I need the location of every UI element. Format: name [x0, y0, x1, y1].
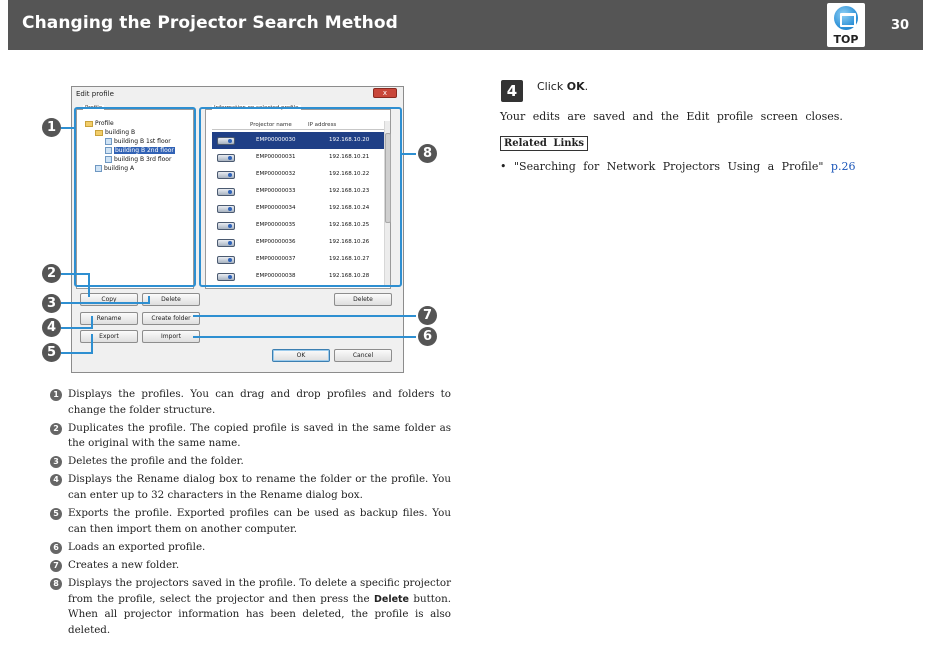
description-item: [50, 454, 451, 470]
projector-row[interactable]: EMP00000031 192.168.10.21: [212, 149, 384, 166]
projector-row[interactable]: EMP00000033 192.168.10.23: [212, 183, 384, 200]
callout-number-7: 7: [418, 306, 437, 325]
description-text: Deletes the profile and the folder.: [68, 455, 244, 468]
info-pane-label: Information on selected profile: [214, 105, 299, 111]
related-link-page[interactable]: p.26: [830, 160, 856, 173]
profile-pane-label: Profile: [85, 105, 103, 111]
projector-icon: [217, 205, 235, 213]
description-number: 7: [50, 560, 62, 572]
profile-icon: [105, 147, 112, 154]
header-bar: [8, 0, 923, 50]
create-folder-button[interactable]: Create folder: [142, 312, 200, 325]
description-number: 6: [50, 542, 62, 554]
profile-icon: [105, 138, 112, 145]
projector-icon: [217, 273, 235, 281]
description-text: Displays the Rename dialog box to rename the folder or the profile. You can enter up to 32 characters in the Rename dialog box.: [68, 473, 451, 502]
projector-row[interactable]: EMP00000037 192.168.10.27: [212, 251, 384, 268]
callout-number-2: 2: [42, 264, 61, 283]
step-suffix: .: [584, 80, 589, 93]
description-text: Displays the profiles. You can drag and drop profiles and folders to change the folder structure.: [68, 388, 451, 416]
callout-number-5: 5: [42, 343, 61, 362]
description-item: [50, 387, 451, 418]
projector-info-pane: [205, 105, 391, 289]
projector-row[interactable]: EMP00000038 192.168.10.28: [212, 268, 384, 285]
tree-item-folder[interactable]: building B: [95, 129, 135, 136]
scrollbar-thumb[interactable]: [385, 133, 391, 223]
description-text: Duplicates the profile. The copied profile is saved in the same folder as the original with the same name.: [68, 421, 451, 450]
copy-button[interactable]: Copy: [80, 293, 138, 306]
cancel-button[interactable]: Cancel: [334, 349, 392, 362]
description-item: [50, 558, 451, 574]
top-button[interactable]: [827, 3, 865, 47]
step-number-badge: 4: [501, 80, 523, 102]
projector-row[interactable]: EMP00000034 192.168.10.24: [212, 200, 384, 217]
projector-row[interactable]: EMP00000035 192.168.10.25: [212, 217, 384, 234]
dialog-title: Edit profile: [76, 90, 114, 98]
description-text: Loads an exported profile.: [68, 540, 206, 553]
profile-icon: [95, 165, 102, 172]
step-prefix: Click: [537, 80, 567, 93]
callout-number-8: 8: [418, 144, 437, 163]
delete-projector-button[interactable]: Delete: [334, 293, 392, 306]
column-header-name[interactable]: Projector name: [250, 122, 292, 128]
projector-list-scrollbar[interactable]: [384, 121, 390, 287]
description-text: Displays the projectors saved in the profile. To delete a specific projector from the profile, select the projector and then press the: [68, 576, 451, 605]
profile-icon: [105, 156, 112, 163]
related-link-text: "Searching for Network Projectors Using a Profile": [514, 160, 824, 173]
column-header-ip[interactable]: IP address: [308, 122, 337, 128]
home-globe-icon: [834, 6, 858, 30]
projector-list-header: [212, 121, 384, 130]
folder-icon: [95, 130, 103, 136]
tree-item-profile[interactable]: building B 3rd floor: [105, 156, 171, 163]
projector-icon: [217, 256, 235, 264]
tree-item-folder[interactable]: building A: [95, 165, 134, 172]
projector-icon: [217, 171, 235, 179]
description-item: [50, 472, 451, 503]
projector-icon: [217, 239, 235, 247]
projector-icon: [217, 137, 235, 145]
callout-number-6: 6: [418, 327, 437, 346]
step-description: Your edits are saved and the Edit profile screen closes.: [500, 110, 843, 123]
edit-profile-dialog: [71, 86, 404, 373]
rename-button[interactable]: Rename: [80, 312, 138, 325]
projector-icon: [217, 188, 235, 196]
profile-tree-pane: [76, 105, 194, 289]
export-button[interactable]: Export: [80, 330, 138, 343]
description-text: Exports the profile. Exported profiles can be used as backup files. You can then import them on another computer.: [68, 507, 451, 535]
description-text: Creates a new folder.: [68, 558, 180, 571]
tree-item-folder[interactable]: Profile: [85, 120, 114, 127]
import-button[interactable]: Import: [142, 330, 200, 343]
page-title: Changing the Projector Search Method: [22, 13, 398, 33]
description-number: 4: [50, 474, 62, 486]
description-item: [50, 421, 451, 452]
related-links-heading: Related Links: [500, 136, 588, 151]
callout-leader-8: [402, 153, 416, 155]
tree-item-profile-selected[interactable]: building B 2nd floor: [105, 147, 175, 154]
delete-profile-button[interactable]: Delete: [142, 293, 200, 306]
description-text: button. When all projector information has been deleted, the profile is also deleted.: [68, 592, 451, 636]
description-number: 5: [50, 508, 62, 520]
description-number: 1: [50, 389, 62, 401]
projector-icon: [217, 222, 235, 230]
close-button[interactable]: x: [373, 88, 397, 98]
description-item: [50, 540, 451, 556]
tree-item-profile[interactable]: building B 1st floor: [105, 138, 171, 145]
description-bold-text: Delete: [373, 593, 409, 605]
ok-button[interactable]: OK: [272, 349, 330, 362]
description-item: [50, 506, 451, 537]
callout-descriptions: [50, 387, 451, 639]
callout-number-4: 4: [42, 318, 61, 337]
projector-row[interactable]: EMP00000036 192.168.10.26: [212, 234, 384, 251]
description-item: [50, 576, 451, 639]
folder-icon: [85, 121, 93, 127]
projector-row[interactable]: EMP00000032 192.168.10.22: [212, 166, 384, 183]
callout-number-3: 3: [42, 294, 61, 313]
callout-number-1: 1: [42, 118, 61, 137]
step-bold-label: OK: [566, 80, 585, 93]
top-label: TOP: [833, 33, 859, 46]
description-number: 3: [50, 456, 62, 468]
description-number: 8: [50, 578, 62, 590]
description-number: 2: [50, 423, 62, 435]
bullet: •: [500, 160, 507, 173]
projector-icon: [217, 154, 235, 162]
step-instruction: [537, 80, 588, 93]
projector-row[interactable]: EMP00000030 192.168.10.20: [212, 132, 384, 149]
page-number: 30: [891, 18, 910, 33]
related-link-item: [500, 160, 855, 173]
